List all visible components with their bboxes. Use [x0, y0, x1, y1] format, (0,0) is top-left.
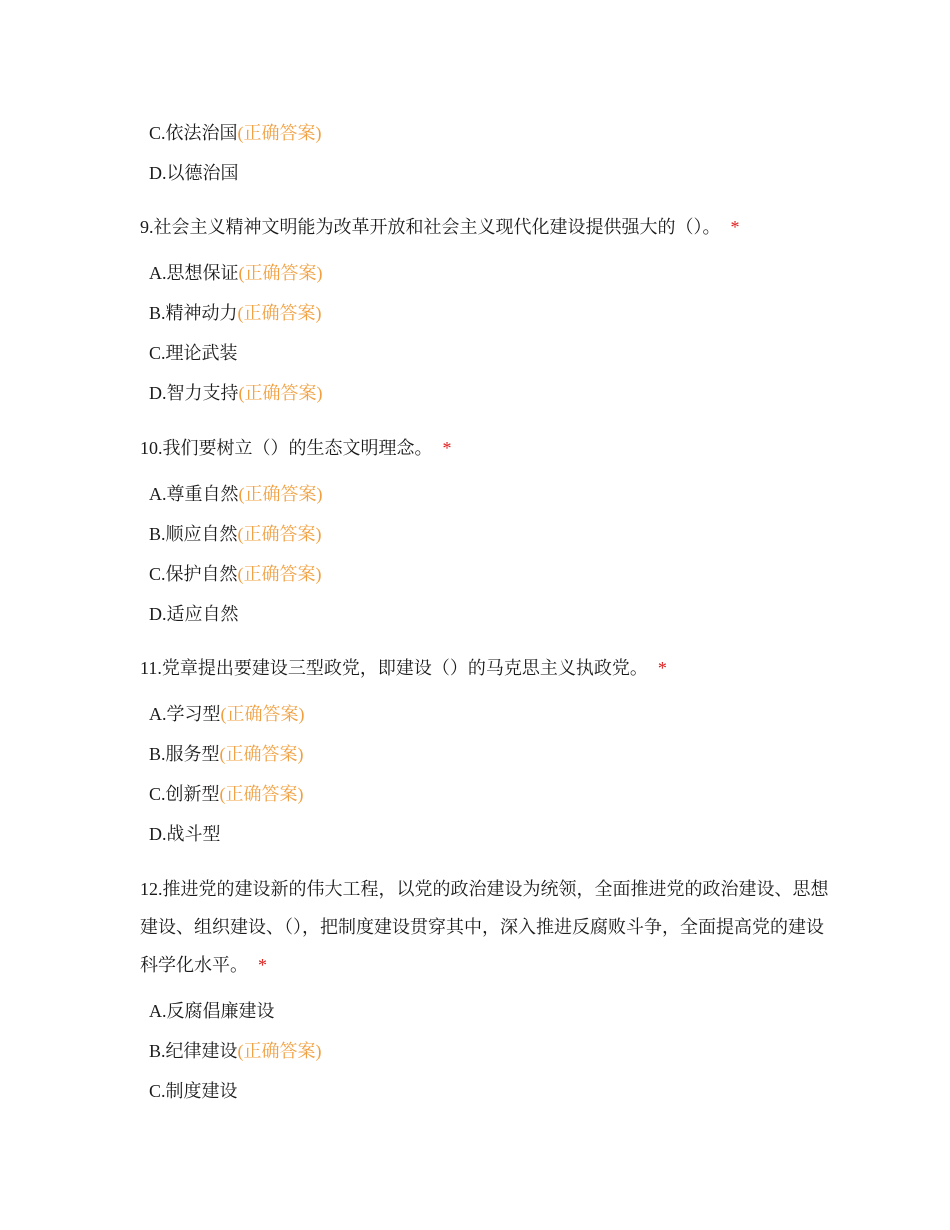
q10-option-d[interactable]: [149, 602, 239, 626]
q8-option-c[interactable]: [149, 121, 322, 145]
option-label: C.理论武装: [149, 343, 238, 363]
question-text: 10.我们要树立（）的生态文明理念。: [140, 438, 433, 458]
required-asterisk: *: [258, 955, 267, 975]
option-label: B.顺应自然: [149, 524, 238, 544]
option-label: A.学习型: [149, 704, 221, 724]
question-text: 12.推进党的建设新的伟大工程，以党的政治建设为统领，全面推进党的政治建设、思想建设、组织建设、（），把制度建设贯穿其中，深入推进反腐败斗争，全面提高党的建设科学化水平。: [140, 879, 829, 975]
q12-option-a[interactable]: [149, 999, 275, 1023]
q11-option-c[interactable]: [149, 782, 304, 806]
correct-answer-tag: (正确答案): [238, 484, 323, 504]
q11-option-d[interactable]: [149, 822, 221, 846]
q10-option-b[interactable]: [149, 522, 322, 546]
question-12-title: [140, 870, 830, 984]
question-text: 9.社会主义精神文明能为改革开放和社会主义现代化建设提供强大的（）。: [140, 217, 721, 237]
option-label: B.纪律建设: [149, 1041, 238, 1061]
q9-option-c[interactable]: [149, 341, 238, 365]
q9-option-b[interactable]: [149, 301, 322, 325]
option-label: A.思想保证: [149, 263, 239, 283]
correct-answer-tag: (正确答案): [237, 524, 322, 544]
q9-option-a[interactable]: [149, 261, 323, 285]
q10-option-c[interactable]: [149, 562, 322, 586]
correct-answer-tag: (正确答案): [238, 383, 323, 403]
q12-option-b[interactable]: [149, 1039, 322, 1063]
question-10-title: [140, 436, 452, 460]
q9-option-d[interactable]: [149, 381, 323, 405]
q10-option-a[interactable]: [149, 482, 323, 506]
correct-answer-tag: (正确答案): [237, 564, 322, 584]
option-label: B.精神动力: [149, 303, 238, 323]
question-11-title: [140, 656, 667, 680]
option-label: D.战斗型: [149, 824, 221, 844]
correct-answer-tag: (正确答案): [237, 1041, 322, 1061]
correct-answer-tag: (正确答案): [237, 123, 322, 143]
required-asterisk: *: [730, 217, 740, 237]
q11-option-a[interactable]: [149, 702, 305, 726]
required-asterisk: *: [442, 438, 452, 458]
required-asterisk: *: [657, 658, 667, 678]
option-label: A.反腐倡廉建设: [149, 1001, 275, 1021]
option-label: C.制度建设: [149, 1081, 238, 1101]
correct-answer-tag: (正确答案): [237, 303, 322, 323]
option-label: B.服务型: [149, 744, 220, 764]
option-label: D.智力支持: [149, 383, 239, 403]
option-label: D.以德治国: [149, 163, 239, 183]
question-9-title: [140, 215, 740, 239]
q12-option-c[interactable]: [149, 1079, 238, 1103]
option-label: C.依法治国: [149, 123, 238, 143]
correct-answer-tag: (正确答案): [219, 744, 304, 764]
option-label: C.创新型: [149, 784, 220, 804]
option-label: C.保护自然: [149, 564, 238, 584]
q8-option-d[interactable]: [149, 161, 239, 185]
correct-answer-tag: (正确答案): [238, 263, 323, 283]
correct-answer-tag: (正确答案): [220, 704, 305, 724]
option-label: A.尊重自然: [149, 484, 239, 504]
q11-option-b[interactable]: [149, 742, 304, 766]
correct-answer-tag: (正确答案): [219, 784, 304, 804]
question-text: 11.党章提出要建设三型政党，即建设（）的马克思主义执政党。: [140, 658, 648, 678]
option-label: D.适应自然: [149, 604, 239, 624]
